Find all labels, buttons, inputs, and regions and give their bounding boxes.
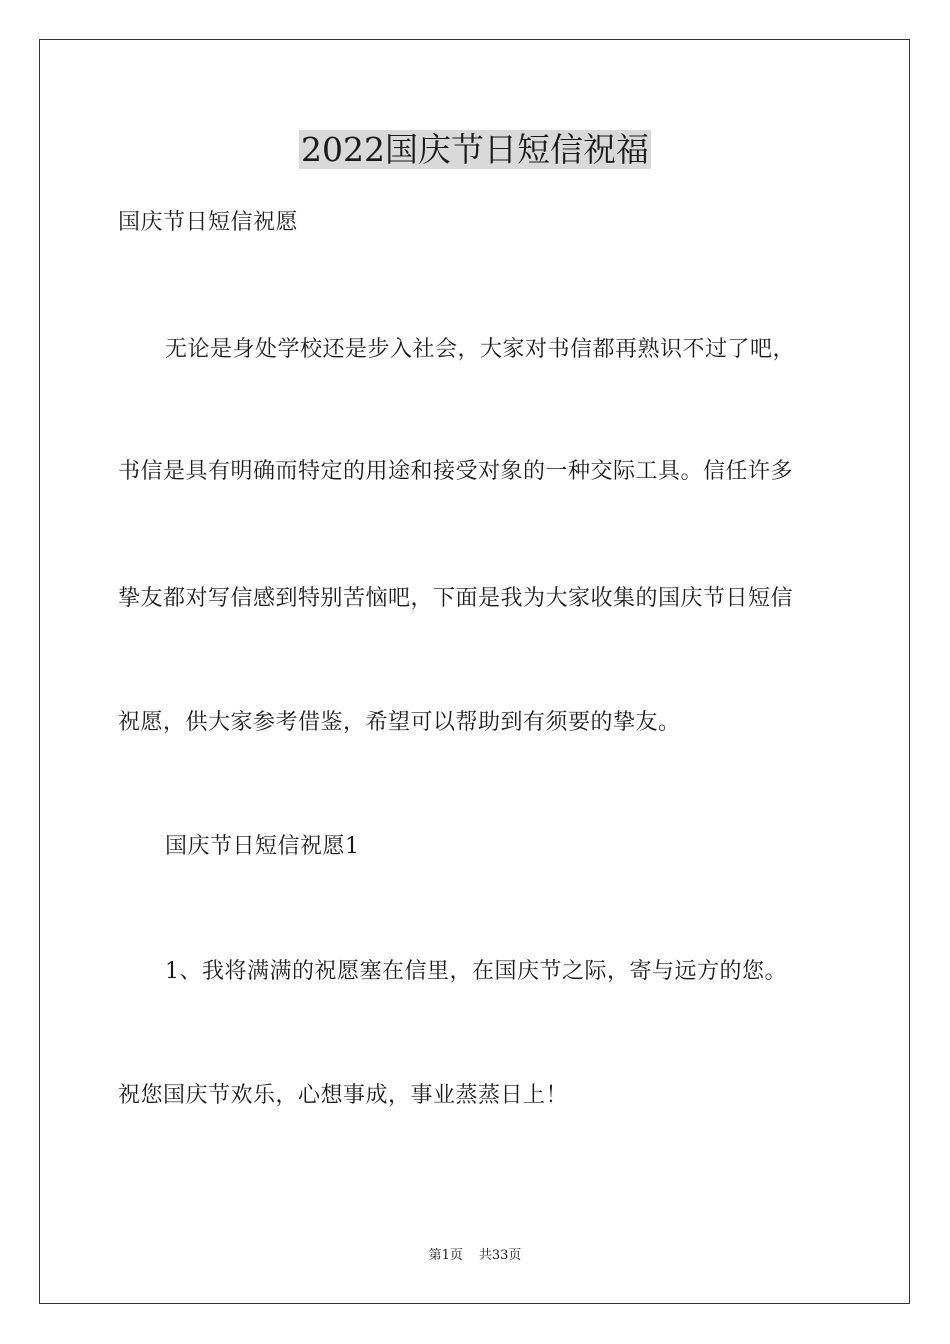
page-footer [0, 1247, 950, 1265]
paragraph-line: 挚友都对写信感到特别苦恼吧，下面是我为大家收集的国庆节日短信 [118, 586, 794, 611]
document-title [0, 128, 950, 172]
paragraph-line: 1、我将满满的祝愿塞在信里，在国庆节之际，寄与远方的您。 [165, 959, 787, 984]
page-total: 共33页 [478, 1248, 522, 1263]
paragraph-line: 祝愿，供大家参考借鉴，希望可以帮助到有须要的挚友。 [118, 710, 681, 735]
paragraph-line: 书信是具有明确而特定的用途和接受对象的一种交际工具。信任许多 [118, 459, 794, 484]
document-title-text: 2022国庆节日短信祝福 [301, 130, 649, 169]
section-heading: 国庆节日短信祝愿1 [165, 834, 360, 859]
paragraph-line: 无论是身处学校还是步入社会，大家对书信都再熟识不过了吧， [165, 337, 796, 362]
paragraph-line: 祝您国庆节欢乐，心想事成，事业蒸蒸日上！ [118, 1083, 569, 1108]
page-number: 第1页 [428, 1248, 463, 1263]
document-heading: 国庆节日短信祝愿 [118, 210, 299, 235]
